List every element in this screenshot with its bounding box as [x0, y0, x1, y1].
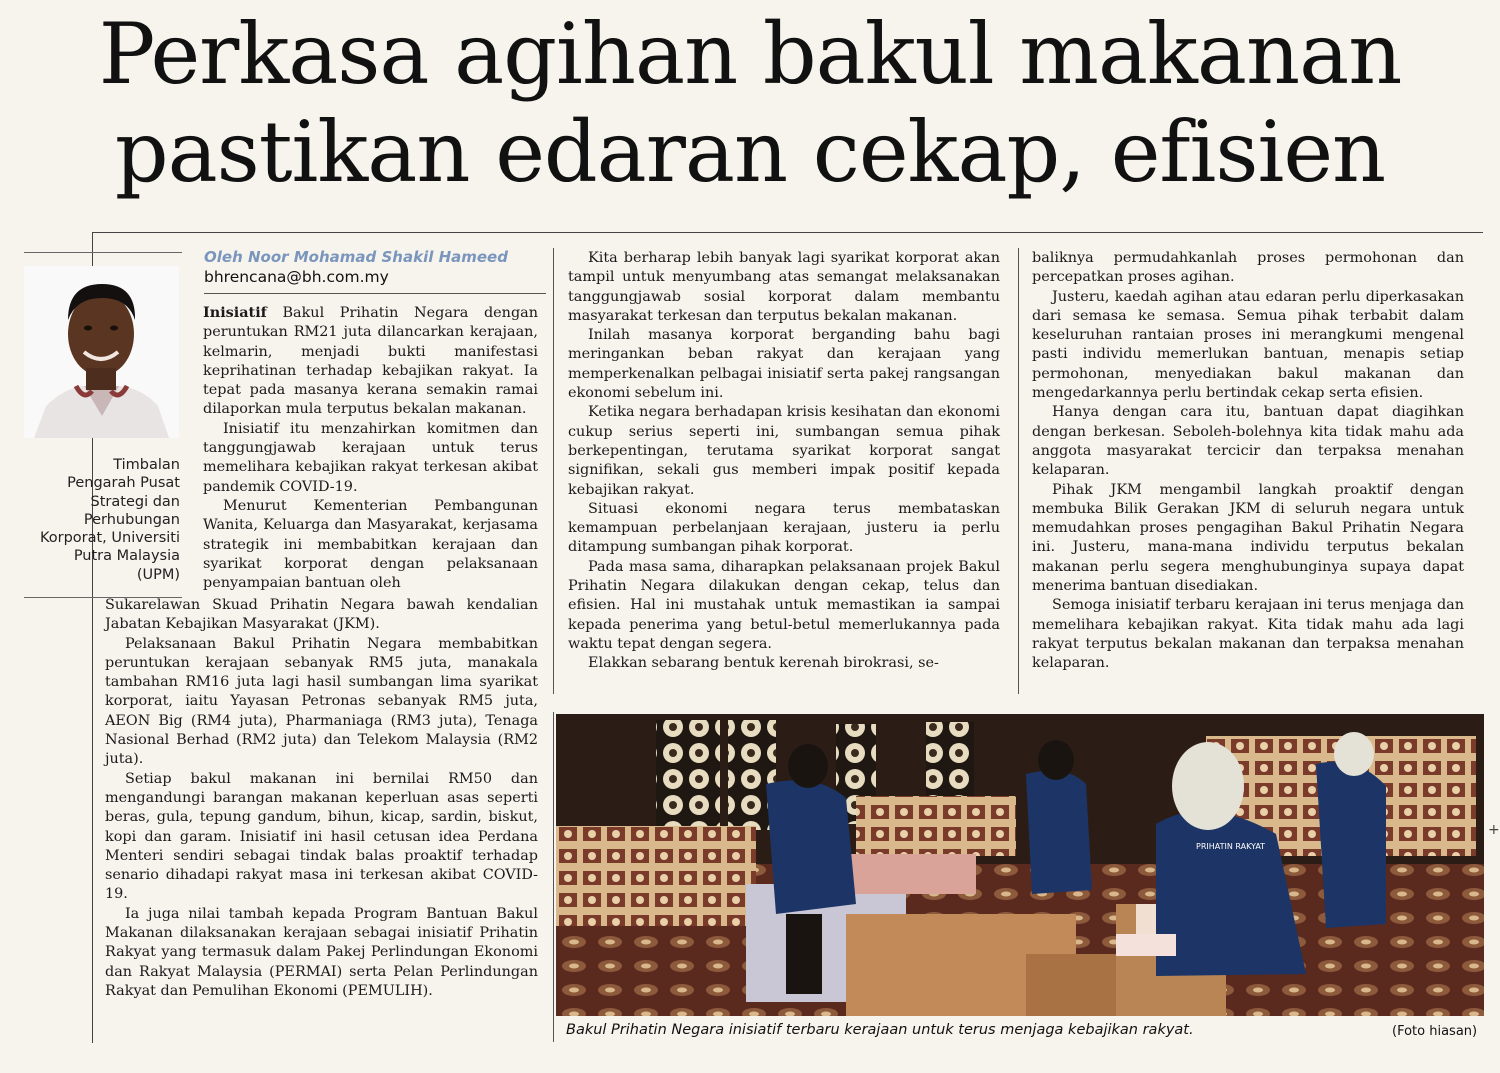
column-1-bottom	[105, 596, 538, 1001]
paragraph-3-continued: Sukarelawan Skuad Prihatin Negara bawah kendalian Jabatan Kebajikan Masyarakat (JKM).	[105, 597, 538, 633]
paragraph-14: Hanya dengan cara itu, bantuan dapat diagihkan dengan berkesan. Seboleh-bolehnya kita tidak mahu ada anggota masyarakat tercicir dan terpaksa menahan kelaparan.	[1032, 404, 1464, 479]
paragraph-6: Ia juga nilai tambah kepada Program Bantuan Bakul Makanan dilaksanakan kerajaan sebagai inisiatif Prihatin Rakyat yang termasuk dalam Pakej Perlindungan Ekonomi dan Rakyat Malaysia (PERMAI) serta Pelan Perlindungan Rakyat dan Pemulihan Ekonomi (PEMULIH).	[105, 905, 538, 999]
paragraph-12-continued: baliknya permudahkanlah proses permohonan dan percepatkan proses agihan.	[1032, 250, 1464, 286]
author-portrait	[24, 266, 179, 438]
paragraph-3: Menurut Kementerian Pembangunan Wanita, Keluarga dan Masyarakat, kerjasama strategik ini membabitkan kerajaan dan syarikat korporat dengan pelaksanaan penyampaian bantuan oleh	[203, 497, 538, 592]
byline-name: Oleh Noor Mohamad Shakil Hameed	[204, 248, 508, 266]
paragraph-15: Pihak JKM mengambil langkah proaktif dengan membuka Bilik Gerakan JKM di seluruh negara untuk memudahkan proses pengagihan Bakul Prihatin Negara ini. Justeru, mana-mana individu terputus bekalan makanan perlu segera menghubunginya supaya dapat menerima bantuan disediakan.	[1032, 481, 1464, 595]
column-divider	[1018, 248, 1019, 694]
column-1-top	[203, 303, 538, 593]
photo-caption: Bakul Prihatin Negara inisiatif terbaru kerajaan untuk terus menjaga kebajikan rakyat.	[566, 1022, 1194, 1038]
paragraph-4: Pelaksanaan Bakul Prihatin Negara membabitkan peruntukan kerajaan sebanyak RM5 juta, manakala tambahan RM16 juta lagi hasil sumbangan lima syarikat korporat, iaitu Yayasan Petronas sebanyak RM5 juta, AEON Big (RM4 juta), Pharmaniaga (RM3 juta), Tenaga Nasional Berhad (RM2 juta) dan Telekom Malaysia (RM2 juta).	[105, 635, 538, 768]
paragraph-8: Inilah masanya korporat berganding bahu bagi meringankan beban rakyat dan kerajaan yang memperkenalkan pelbagai inisiatif serta pakej rangsangan ekonomi sebelum ini.	[568, 327, 1000, 402]
column-3	[1032, 249, 1464, 674]
paragraph-16: Semoga inisiatif terbaru kerajaan ini terus menjaga dan memelihara kebajikan rakyat. Kita tidak mahu ada lagi rakyat terputus bekalan makanan dan terpaksa menahan kelaparan.	[1032, 597, 1464, 672]
column-2	[568, 249, 1000, 674]
byline-email: bhrencana@bh.com.my	[204, 268, 389, 286]
headline-line-1: Perkasa agihan bakul makanan	[98, 5, 1402, 103]
paragraph-11: Pada masa sama, diharapkan pelaksanaan projek Bakul Prihatin Negara dilakukan dengan cekap, telus dan efisien. Hal ini mustahak untuk memastikan ia sampai kepada penerima yang betul-betul memerlukannya pada waktu tepat dengan segera.	[568, 558, 1000, 652]
lead-word: Inisiatif	[203, 304, 267, 321]
photo-credit: (Foto hiasan)	[1392, 1024, 1478, 1039]
headline-line-2: pastikan edaran cekap, efisien	[114, 103, 1386, 201]
paragraph-9: Ketika negara berhadapan krisis kesihatan dan ekonomi cukup serius seperti ini, sumbangan semua pihak berkepentingan, terutama syarikat korporat sangat signifikan, sekali gus memberi impak positif kepada kebajikan rakyat.	[568, 404, 1000, 498]
paragraph-13: Justeru, kaedah agihan atau edaran perlu diperkasakan dari semasa ke semasa. Semua pihak terbabit dalam keseluruhan rantaian proses ini merangkumi mengenal pasti individu memerlukan bantuan, menapis setiap permohonan, menyediakan bakul makanan dan mengedarkannya perlu bertindak cekap serta efisien.	[1032, 288, 1464, 402]
paragraph-5: Setiap bakul makanan ini bernilai RM50 dan mengandungi barangan makanan keperluan asas seperti beras, gula, tepung gandum, bihun, kicap, sardin, biskut, kopi dan garam. Inisiatif ini hasil cetusan idea Perdana Menteri sendiri sebagai tindak balas proaktif terhadap senario dihadapi rakyat masa ini terkesan akibat COVID-19.	[105, 770, 538, 903]
paragraph-7: Kita berharap lebih banyak lagi syarikat korporat akan tampil untuk menyumbang atas semangat melaksanakan tanggungjawab sosial korporat dalam membantu masyarakat terkesan dan terputus bekalan makanan.	[568, 250, 1000, 324]
column-divider	[553, 712, 554, 1042]
paragraph-1-text: Bakul Prihatin Negara dengan peruntukan RM21 juta dilancarkan kerajaan, kelmarin, menjadi bukti manifestasi keprihatinan terhadap kebajikan rakyat. Ia tepat pada masanya kerana semakin ramai dilaporkan mula terputus bekalan makanan.	[203, 305, 538, 418]
vest-text: PRIHATIN RAKYAT	[1196, 842, 1266, 851]
byline-divider	[204, 293, 546, 294]
paragraph-1	[203, 303, 538, 420]
paragraph-12: Elakkan sebarang bentuk kerenah birokrasi, se-	[588, 655, 939, 672]
crop-mark-icon: +	[1488, 822, 1500, 838]
author-role: Timbalan Pengarah Pusat Strategi dan Perhubungan Korporat, Universiti Putra Malaysia (UPM)	[39, 457, 180, 583]
paragraph-2: Inisiatif itu menzahirkan komitmen dan tanggungjawab kerajaan untuk terus memelihara kebajikan rakyat terkesan akibat pandemik COVID-19.	[203, 420, 538, 495]
column-divider	[553, 248, 554, 694]
food-basket-photo	[556, 714, 1484, 1016]
paragraph-10: Situasi ekonomi negara terus membataskan kemampuan perbelanjaan kerajaan, justeru ia perlu ditampung sumbangan pihak korporat.	[568, 500, 1000, 556]
